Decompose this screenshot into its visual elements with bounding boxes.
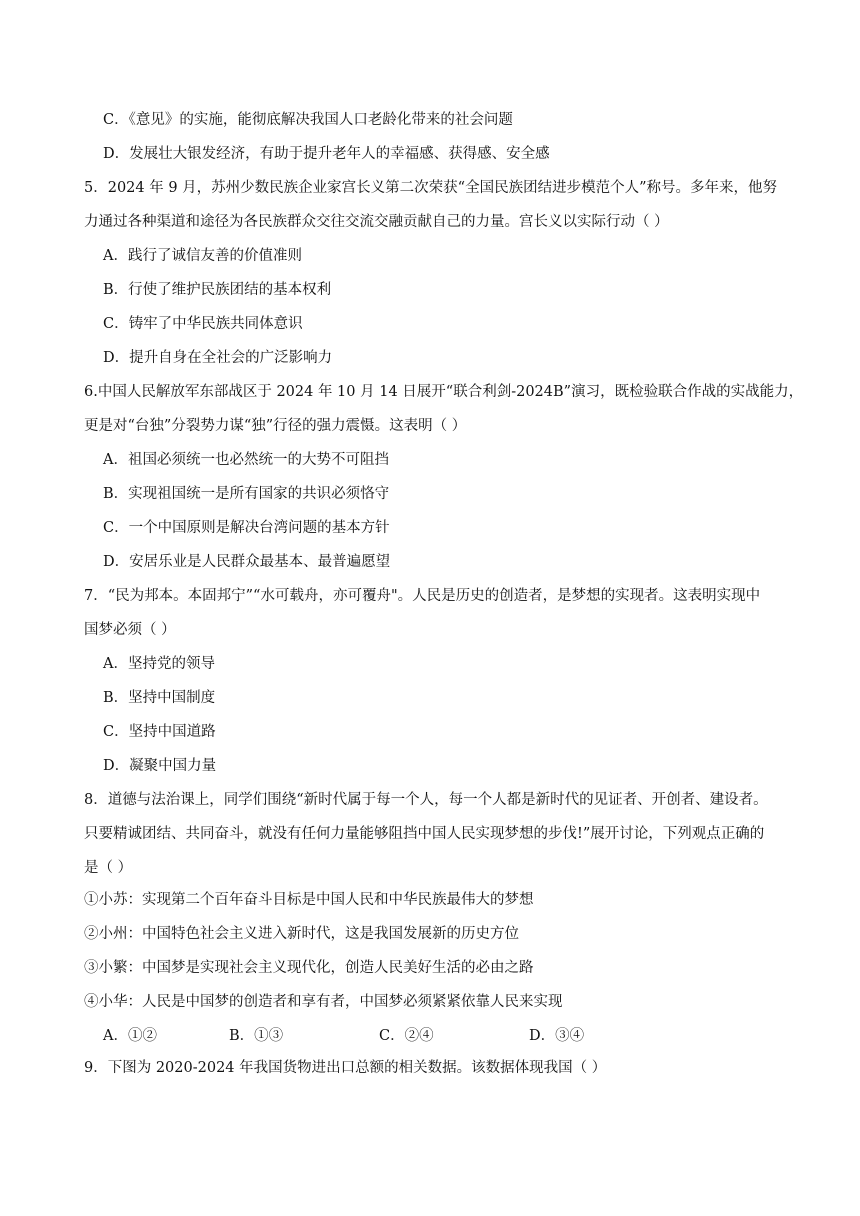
prev-question-option-d: D．发展壮大银发经济，有助于提升老年人的幸福感、获得感、安全感 [103, 146, 550, 162]
question-8-stem-line1: 8．道德与法治课上，同学们围绕“新时代属于每一个人，每一个人都是新时代的见证者、开创者、建设者。 [84, 792, 768, 808]
question-5-option-b: B．行使了维护民族团结的基本权利 [103, 282, 332, 298]
question-5-stem-line1: 5．2024 年 9 月，苏州少数民族企业家宫长义第二次荣获“全国民族团结进步模范个人”称号。多年来，他努 [84, 180, 778, 196]
question-6-option-b: B．实现祖国统一是所有国家的共识必须恪守 [103, 486, 390, 502]
question-7-option-a: A．坚持党的领导 [103, 656, 215, 672]
question-8-option-c: C．②④ [379, 1028, 434, 1044]
question-9-stem-line1: 9．下图为 2020-2024 年我国货物进出口总额的相关数据。该数据体现我国（ ） [84, 1060, 607, 1076]
question-8-stem-line3: 是（ ） [84, 860, 133, 876]
question-8-stem-line2: 只要精诚团结、共同奋斗，就没有任何力量能够阻挡中国人民实现梦想的步伐!”展开讨论，下列观点正确的 [84, 826, 765, 842]
question-8-statement-3: ③小繁：中国梦是实现社会主义现代化，创造人民美好生活的必由之路 [84, 960, 534, 976]
question-5-option-a: A．践行了诚信友善的价值准则 [103, 248, 302, 264]
question-7-stem-line1: 7．“民为邦本。本固邦宁”“水可载舟，亦可覆舟"。人民是历史的创造者，是梦想的实现者。这表明实现中 [84, 588, 761, 604]
question-8-option-b: B．①③ [229, 1028, 284, 1044]
question-5-option-c: C．铸牢了中华民族共同体意识 [103, 316, 303, 332]
question-8-statement-2: ②小州：中国特色社会主义进入新时代，这是我国发展新的历史方位 [84, 926, 519, 942]
question-8-option-d: D．③④ [529, 1028, 585, 1044]
question-7-option-d: D．凝聚中国力量 [103, 758, 217, 774]
question-6-option-d: D．安居乐业是人民群众最基本、最普遍愿望 [103, 554, 391, 570]
question-6-stem-line1: 6.中国人民解放军东部战区于 2024 年 10 月 14 日展开“联合利剑-2024B”演习，既检验联合作战的实战能力， [84, 384, 804, 400]
question-7-option-c: C．坚持中国道路 [103, 724, 216, 740]
question-6-option-a: A．祖国必须统一也必然统一的大势不可阻挡 [103, 452, 389, 468]
question-5-stem-line2: 力通过各种渠道和途径为各民族群众交往交流交融贡献自己的力量。宫长义以实际行动（ ） [84, 214, 669, 230]
question-8-option-a: A．①② [103, 1028, 157, 1044]
question-6-option-c: C．一个中国原则是解决台湾问题的基本方针 [103, 520, 390, 536]
question-5-option-d: D．提升自身在全社会的广泛影响力 [103, 350, 333, 366]
question-8-statement-4: ④小华：人民是中国梦的创造者和享有者，中国梦必须紧紧依靠人民来实现 [84, 994, 563, 1010]
question-7-option-b: B．坚持中国制度 [103, 690, 216, 706]
question-8-statement-1: ①小苏：实现第二个百年奋斗目标是中国人民和中华民族最伟大的梦想 [84, 892, 534, 908]
question-6-stem-line2: 更是对“台独”分裂势力谋“独”行径的强力震慑。这表明（ ） [84, 418, 467, 434]
question-7-stem-line2: 国梦必须（ ） [84, 622, 176, 638]
prev-question-option-c: C．《意见》的实施，能彻底解决我国人口老龄化带来的社会问题 [103, 112, 513, 128]
question-8-options [103, 1026, 743, 1046]
